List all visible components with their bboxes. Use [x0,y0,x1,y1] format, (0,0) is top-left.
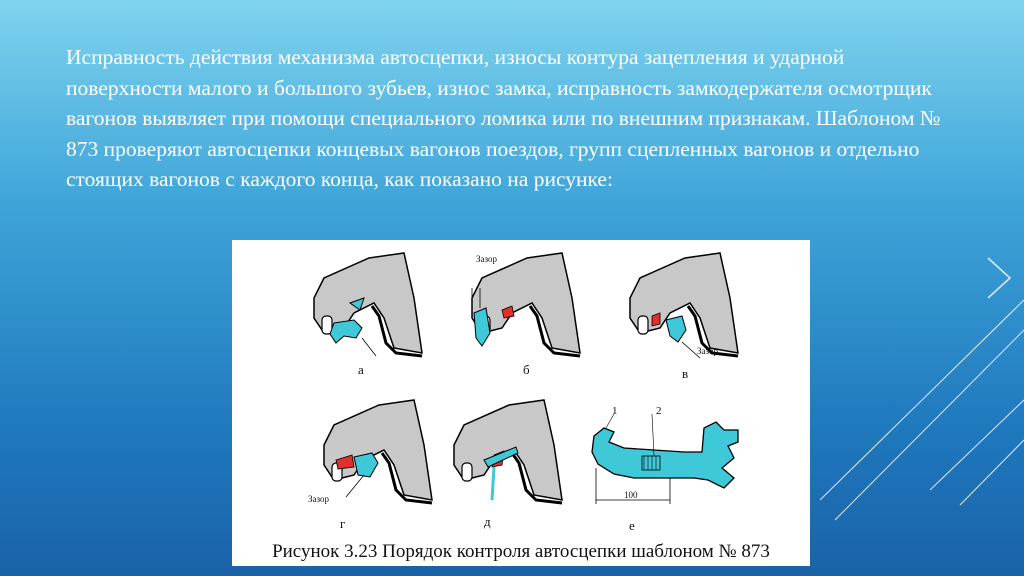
gap-label-g: Зазор [308,494,330,504]
part-number-1: 1 [612,405,618,417]
gap-label-c: Зазор [697,346,719,356]
gap-label-b: Зазор [476,254,498,264]
coupler-figure [232,240,810,566]
slide-paragraph: Исправность действия механизма автосцепки, износы контура зацепления и ударной поверхности малого и большого зубьев, износ замка, исправность замкодержателя осмотрщик вагонов выявляет при помощи специального ломика или по внешним признакам. Шаблоном № 873 проверяют автосцепки концевых вагонов поездов, групп сцепленных вагонов и отдельно стоящих вагонов с каждого конца, как показано на рисунке: [66,45,941,191]
panel-label-b: б [523,362,530,377]
panel-b-diagram [472,253,580,356]
panel-a-diagram [314,253,422,356]
figure-caption: Рисунок 3.23 Порядок контроля автосцепки шаблоном № 873 [272,541,770,562]
panel-label-c: в [682,366,689,381]
part-number-2: 2 [656,405,662,417]
panel-c-diagram [630,253,738,358]
panel-label-d: д [484,514,491,529]
panel-label-e: е [629,518,635,533]
dimension-label: 100 [624,490,638,500]
panel-label-a: а [358,362,364,377]
panel-g-diagram [324,400,432,503]
panel-d-diagram [454,400,562,503]
coupler-diagrams [232,240,810,540]
panel-e-template [592,414,738,504]
panel-label-g: г [340,516,346,531]
